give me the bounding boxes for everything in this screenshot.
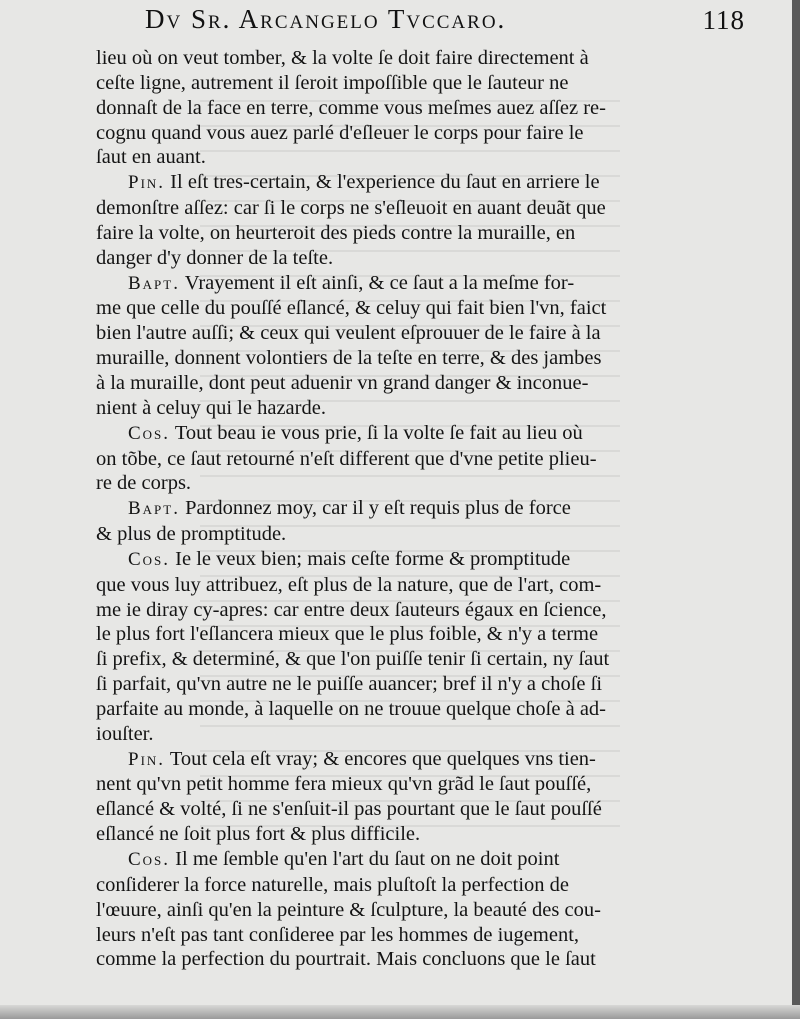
- text-line: [96, 797, 678, 822]
- line-text: que vous luy attribuez, eſt plus de la nature, que de l'art, com-: [96, 573, 602, 596]
- speaker-label: Cos.: [128, 849, 171, 870]
- line-text: parfaite au monde, à laquelle on ne trouue quelque choſe à ad-: [96, 697, 606, 720]
- text-line: [96, 421, 678, 447]
- text-line: [96, 321, 678, 346]
- line-text: Tout beau ie vous prie, ſi la volte ſe fait au lieu où: [174, 421, 583, 444]
- page-edge-shadow: [792, 0, 800, 1019]
- text-line: [96, 371, 678, 396]
- paragraph: [96, 747, 678, 847]
- line-text: ſi prefix, & determiné, & que l'on puiſſe tenir ſi certain, ny ſaut: [96, 648, 610, 671]
- line-text: iouſter.: [96, 722, 154, 745]
- line-text: eſlancé & volté, ſi ne s'enſuit-il pas pourtant que le ſaut pouſſé: [96, 798, 602, 821]
- text-line: [96, 573, 678, 598]
- line-text: l'œuure, ainſi qu'en la peinture & ſculpture, la beauté des cou-: [96, 898, 601, 921]
- page-bottom-edge: [0, 1005, 800, 1019]
- line-text: bien l'autre auſſi; & ceux qui veulent eſprouuer de le faire à la: [96, 322, 601, 345]
- line-text: Tout cela eſt vray; & encores que quelques vns tien-: [169, 747, 596, 770]
- text-line: [96, 121, 678, 146]
- speaker-label: Pin.: [128, 172, 166, 194]
- text-line: [96, 923, 678, 948]
- speaker-label: Cos.: [128, 548, 171, 570]
- line-text: lieu où on veut tomber, & la volte ſe doit faire directement à: [96, 47, 589, 69]
- line-text: cognu quand vous auez parlé d'eſleuer le corps pour faire le: [96, 121, 584, 144]
- text-line: [96, 170, 678, 196]
- text-line: [96, 747, 678, 773]
- body-text: [96, 46, 678, 972]
- line-text: faire la volte, on heurteroit des pieds contre la muraille, en: [96, 221, 576, 244]
- text-line: [96, 822, 678, 847]
- text-line: [96, 547, 678, 573]
- line-text: me ie diray cy-apres: car entre deux ſauteurs égaux en ſcience,: [96, 598, 607, 621]
- line-text: & plus de promptitude.: [96, 523, 287, 546]
- text-line: [96, 221, 678, 246]
- paragraph: [96, 421, 678, 497]
- text-line: [96, 873, 678, 898]
- text-line: [96, 196, 678, 221]
- speaker-label: Cos.: [128, 422, 171, 444]
- text-line: [96, 672, 678, 697]
- line-text: Il me ſemble qu'en l'art du ſaut on ne doit point: [175, 848, 560, 870]
- paragraph: [96, 547, 678, 747]
- text-line: [96, 246, 678, 271]
- line-text: demonſtre aſſez: car ſi le corps ne s'eſleuoit en auant deuãt que: [96, 197, 606, 220]
- paragraph: [96, 46, 678, 170]
- running-head-title: Dv Sr. Arcangelo Tvccaro.: [145, 4, 507, 34]
- page-number: 118: [702, 5, 745, 35]
- paragraph: [96, 847, 678, 972]
- line-text: nient à celuy qui le hazarde.: [96, 396, 326, 419]
- line-text: leurs n'eſt pas tant conſideree par les hommes de iugement,: [96, 923, 580, 946]
- paragraph: [96, 170, 678, 270]
- line-text: ceſte ligne, autrement il ſeroit impoſſible que le ſauteur ne: [96, 71, 569, 94]
- line-text: re de corps.: [96, 472, 192, 495]
- text-line: [96, 346, 678, 371]
- text-line: [96, 447, 678, 472]
- line-text: à la muraille, dont peut aduenir vn grand danger & inconue-: [96, 371, 589, 394]
- speaker-label: Pin.: [128, 748, 166, 770]
- line-text: ſi parfait, qu'vn autre ne le puiſſe auancer; bref il n'y a choſe ſi: [96, 673, 603, 696]
- line-text: comme la perfection du pourtrait. Mais concluons que le ſaut: [96, 948, 596, 971]
- speaker-label: Bapt.: [128, 272, 180, 294]
- paragraph: [96, 496, 678, 547]
- line-text: eſlancé ne ſoit plus fort & plus difficile.: [96, 823, 421, 846]
- line-text: Ie le veux bien; mais ceſte forme & promptitude: [175, 547, 571, 570]
- text-line: [96, 46, 678, 71]
- text-line: [96, 145, 678, 170]
- text-line: [96, 697, 678, 722]
- running-head: [145, 4, 745, 44]
- text-line: [96, 271, 678, 297]
- line-text: on tõbe, ce ſaut retourné n'eſt different que d'vne petite plieu-: [96, 447, 597, 470]
- line-text: Vrayement il eſt ainſi, & ce ſaut a la meſme for-: [184, 271, 575, 294]
- line-text: le plus fort l'eſlancera mieux que le plus foible, & n'y a terme: [96, 623, 599, 646]
- speaker-label: Bapt.: [128, 498, 180, 520]
- line-text: ſaut en auant.: [96, 146, 206, 169]
- line-text: nent qu'vn petit homme fera mieux qu'vn grãd le ſaut pouſſé,: [96, 773, 592, 796]
- text-line: [96, 71, 678, 96]
- text-line: [96, 598, 678, 623]
- line-text: muraille, donnent volontiers de la teſte en terre, & des jambes: [96, 347, 602, 370]
- line-text: Pardonnez moy, car il y eſt requis plus de force: [185, 497, 571, 520]
- text-line: [96, 522, 678, 547]
- line-text: Il eſt tres-certain, & l'experience du ſaut en arriere le: [170, 171, 600, 194]
- text-line: [96, 622, 678, 647]
- text-line: [96, 396, 678, 421]
- text-line: [96, 898, 678, 923]
- text-line: [96, 496, 678, 522]
- text-line: [96, 947, 678, 972]
- line-text: conſiderer la force naturelle, mais pluſtoſt la perfection de: [96, 873, 570, 896]
- line-text: donnaſt de la face en terre, comme vous meſmes auez aſſez re-: [96, 96, 606, 119]
- text-line: [96, 772, 678, 797]
- text-line: [96, 296, 678, 321]
- text-line: [96, 847, 678, 873]
- text-line: [96, 647, 678, 672]
- text-line: [96, 96, 678, 121]
- paragraph: [96, 271, 678, 421]
- line-text: danger d'y donner de la teſte.: [96, 246, 334, 269]
- text-line: [96, 471, 678, 496]
- text-line: [96, 722, 678, 747]
- line-text: me que celle du pouſſé eſlancé, & celuy qui fait bien l'vn, faict: [96, 297, 607, 320]
